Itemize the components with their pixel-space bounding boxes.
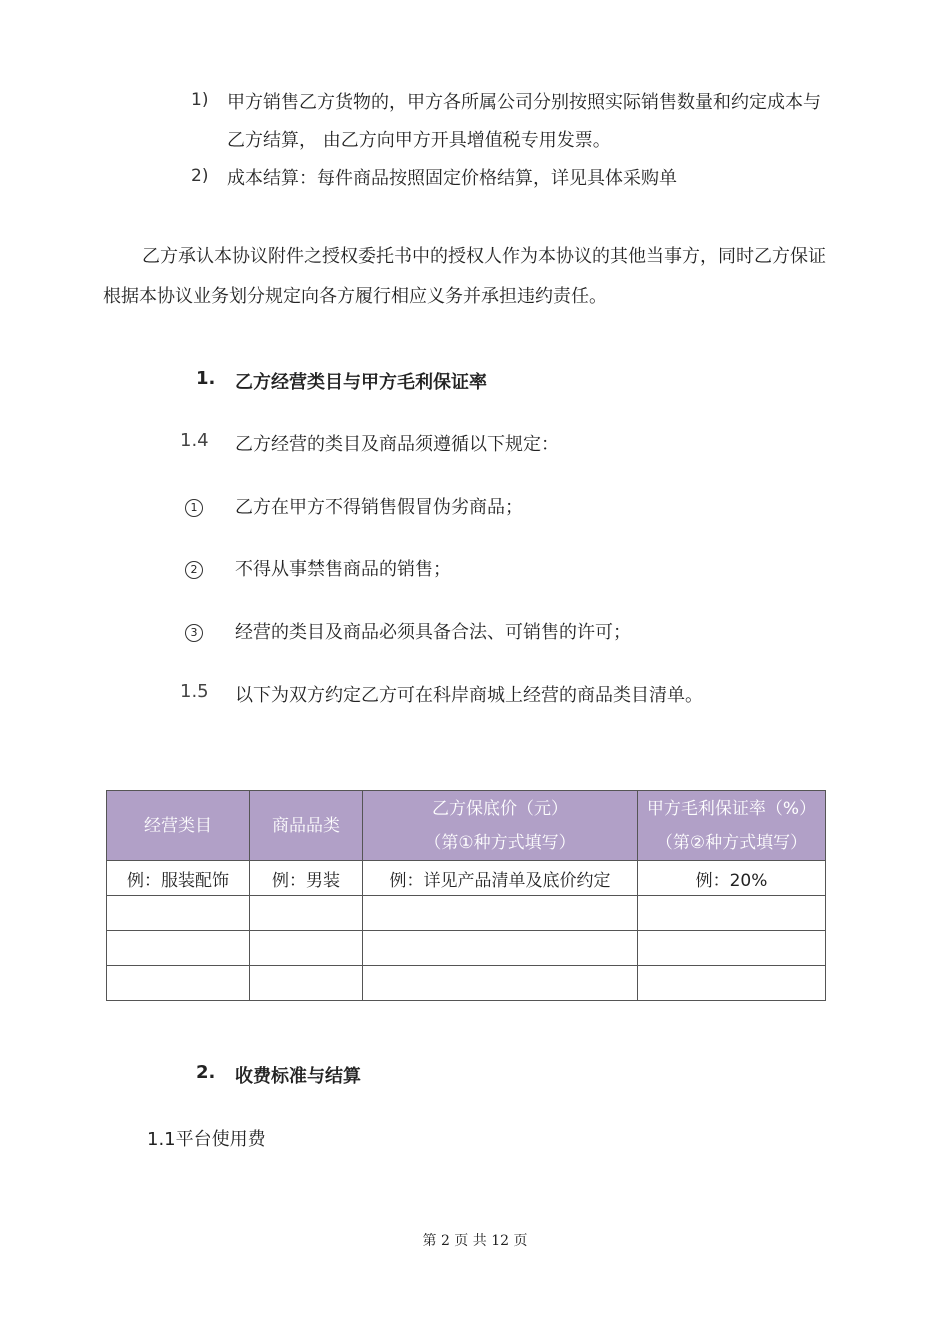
table-cell[interactable]: 例：详见产品清单及底价约定 (363, 861, 638, 896)
list-item-1-line2: 乙方结算， 由乙方向甲方开具增值税专用发票。 (227, 130, 611, 151)
table-cell[interactable] (107, 896, 250, 931)
clause-1-5-number: 1.5 (180, 681, 209, 702)
rule-marker-3: 3 (185, 621, 203, 642)
list-marker-2: 2) (191, 166, 209, 186)
table-row (107, 966, 826, 1001)
rule-3-text: 经营的类目及商品必须具备合法、可销售的许可； (235, 622, 631, 643)
paragraph-line1: 乙方承认本协议附件之授权委托书中的授权人作为本协议的其他当事方，同时乙方保证 (142, 246, 826, 267)
rule-marker-2: 2 (185, 558, 203, 579)
table-cell[interactable]: 例：服装配饰 (107, 861, 250, 896)
table-row (107, 896, 826, 931)
table-cell[interactable] (250, 896, 363, 931)
table-row (107, 931, 826, 966)
list-marker-1: 1) (191, 90, 209, 110)
section1-number: 1. (196, 368, 216, 389)
table-cell[interactable] (363, 966, 638, 1001)
table-cell[interactable] (250, 966, 363, 1001)
clause-1-4-number: 1.4 (180, 430, 209, 451)
clause-1-5-text: 以下为双方约定乙方可在科岸商城上经营的商品类目清单。 (235, 685, 703, 706)
clause-1-1-text: 1.1平台使用费 (147, 1129, 266, 1150)
clause-1-4-text: 乙方经营的类目及商品须遵循以下规定： (235, 434, 559, 455)
rule-marker-1: 1 (185, 496, 203, 517)
table-cell[interactable] (107, 966, 250, 1001)
table-cell[interactable] (363, 931, 638, 966)
header-category: 经营类目 (107, 791, 250, 861)
rule-1-text: 乙方在甲方不得销售假冒伪劣商品； (235, 497, 523, 518)
table-header-row (107, 791, 826, 861)
header-product-type: 商品品类 (250, 791, 363, 861)
header-margin-rate: 甲方毛利保证率（%） （第②种方式填写） (638, 791, 826, 861)
table-cell[interactable] (363, 896, 638, 931)
table-row (107, 861, 826, 896)
table-cell[interactable]: 例：男装 (250, 861, 363, 896)
table-cell[interactable] (638, 931, 826, 966)
section1-title: 乙方经营类目与甲方毛利保证率 (235, 372, 487, 393)
table-cell[interactable] (638, 896, 826, 931)
table-cell[interactable]: 例：20% (638, 861, 826, 896)
paragraph-line2: 根据本协议业务划分规定向各方履行相应义务并承担违约责任。 (103, 286, 607, 307)
table-cell[interactable] (107, 931, 250, 966)
rule-2-text: 不得从事禁售商品的销售； (235, 559, 451, 580)
header-min-price: 乙方保底价（元） （第①种方式填写） (363, 791, 638, 861)
list-item-1-line1: 甲方销售乙方货物的，甲方各所属公司分别按照实际销售数量和约定成本与 (227, 92, 821, 113)
section2-title: 收费标准与结算 (235, 1066, 361, 1087)
category-table (106, 790, 826, 1001)
section2-number: 2. (196, 1062, 216, 1083)
page-footer: 第 2 页 共 12 页 (422, 1233, 528, 1249)
table-cell[interactable] (250, 931, 363, 966)
table-cell[interactable] (638, 966, 826, 1001)
list-item-2-line1: 成本结算：每件商品按照固定价格结算，详见具体采购单 (227, 168, 677, 189)
